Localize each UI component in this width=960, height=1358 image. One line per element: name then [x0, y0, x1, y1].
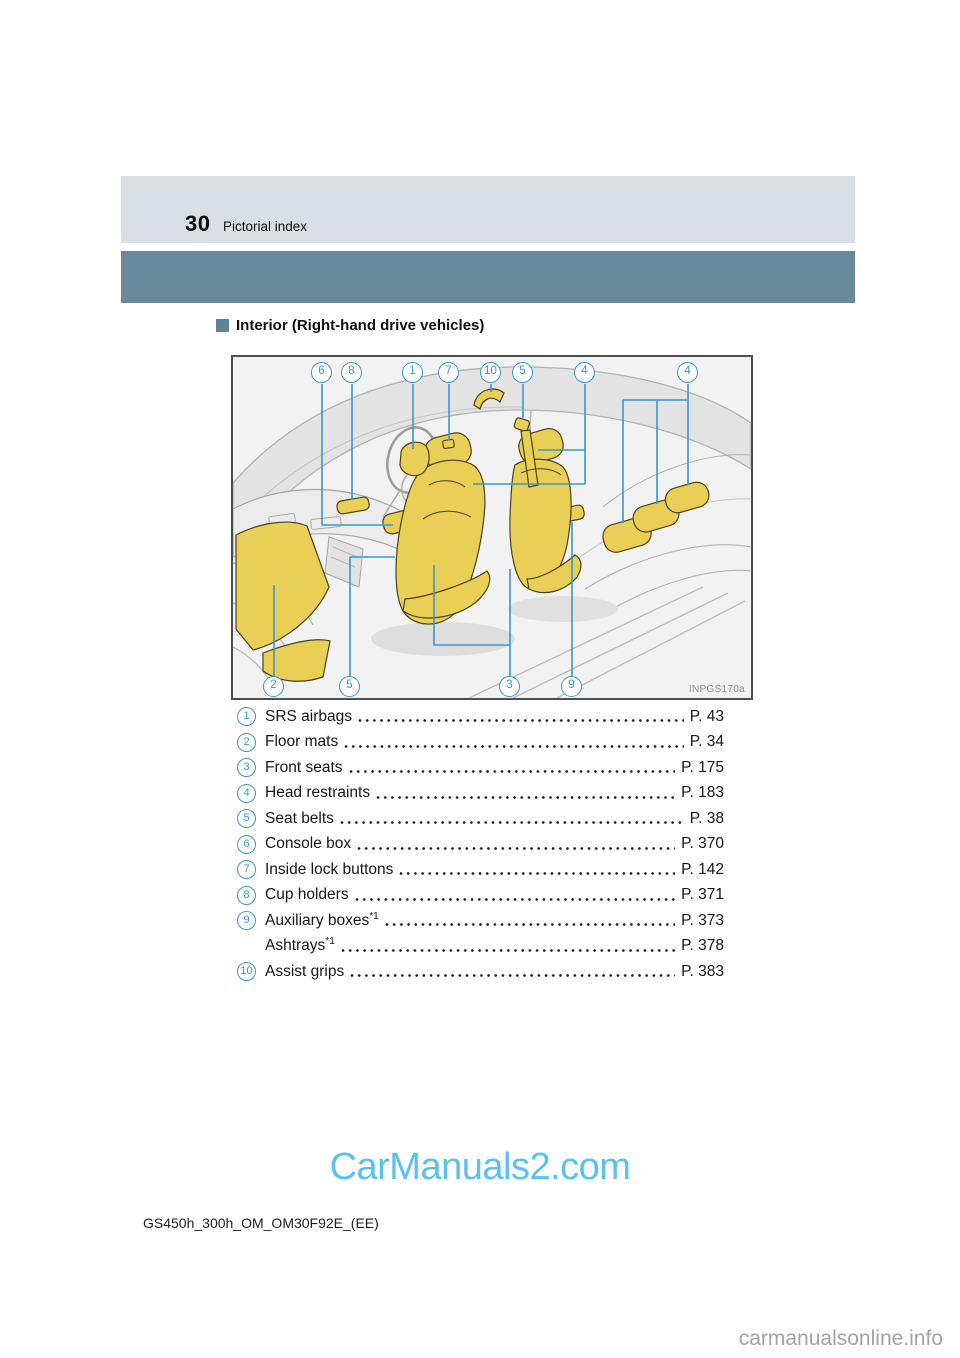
dot-leader: [350, 974, 675, 977]
dot-leader: [399, 872, 675, 875]
dot-leader: [355, 898, 676, 901]
header-title: Pictorial index: [223, 219, 308, 234]
index-row-auxiliary-boxes: [237, 908, 724, 934]
item-number-badge: 7: [237, 860, 256, 879]
item-page-ref: P. 370: [681, 835, 724, 853]
item-number-badge: 3: [237, 758, 256, 777]
header-band: [121, 176, 855, 243]
item-page-ref: P. 183: [681, 784, 724, 802]
item-number-badge: 5: [237, 809, 256, 828]
carmanuals2-watermark-link[interactable]: CarManuals2.com: [329, 1146, 631, 1188]
item-number-badge: 2: [237, 733, 256, 752]
index-row-head-restraints: [237, 781, 724, 807]
item-label: Console box: [265, 835, 352, 853]
callout-6: 6: [311, 362, 332, 383]
dot-leader: [385, 923, 675, 926]
carmanualsonline-watermark-link[interactable]: carmanualsonline.info: [738, 1327, 943, 1350]
item-page-ref: P. 371: [681, 886, 724, 904]
callout-3: 3: [499, 676, 520, 697]
callout-5-bottom: 5: [339, 676, 360, 697]
dot-leader: [349, 770, 676, 773]
item-page-ref: P. 373: [681, 911, 724, 929]
item-number-badge: 4: [237, 784, 256, 803]
item-page-ref: P. 34: [689, 733, 724, 751]
dot-leader: [340, 821, 684, 824]
callout-5-top: 5: [512, 362, 533, 383]
dot-leader: [341, 949, 675, 952]
callout-8: 8: [341, 362, 362, 383]
item-page-ref: P. 378: [681, 937, 724, 955]
item-number-badge: 6: [237, 835, 256, 854]
callout-2: 2: [263, 676, 284, 697]
page-number: 30: [185, 211, 211, 236]
item-page-ref: P. 38: [689, 809, 724, 827]
item-page-ref: P. 383: [681, 962, 724, 980]
section-title: Interior (Right-hand drive vehicles): [236, 317, 485, 334]
item-label: Ashtrays$^{*1}$: [265, 936, 335, 955]
item-number-badge: 9: [237, 911, 256, 930]
callout-1: 1: [402, 362, 423, 383]
item-number-badge: 8: [237, 886, 256, 905]
item-label: Cup holders: [265, 886, 349, 904]
figure-code: INPGS170a: [688, 684, 745, 695]
dot-leader: [376, 796, 675, 799]
section-bullet-icon: [216, 319, 229, 332]
pictorial-index-list: [237, 704, 724, 985]
callout-4-rear: 4: [677, 362, 698, 383]
item-page-ref: P. 175: [681, 758, 724, 776]
item-page-ref: P. 142: [681, 860, 724, 878]
item-number-badge: [237, 937, 256, 956]
callout-7: 7: [438, 362, 459, 383]
callout-10: 10: [480, 362, 501, 383]
callout-4-front: 4: [574, 362, 595, 383]
index-row-front-seats: [237, 755, 724, 781]
item-label: Head restraints: [265, 784, 371, 802]
index-row-assist-grips: [237, 959, 724, 985]
item-label: Seat belts: [265, 809, 334, 827]
index-row-srs-airbags: [237, 704, 724, 730]
item-label: SRS airbags: [265, 707, 353, 725]
section-heading: [216, 317, 484, 334]
interior-diagram-art: [233, 357, 751, 698]
dot-leader: [357, 847, 675, 850]
item-label: Inside lock buttons: [265, 860, 394, 878]
item-number-badge: 10: [237, 962, 256, 981]
dot-leader: [344, 745, 684, 748]
index-row-console-box: [237, 832, 724, 858]
chapter-band: [121, 251, 855, 303]
item-number-badge: 1: [237, 707, 256, 726]
callout-9: 9: [561, 676, 582, 697]
item-label: Assist grips: [265, 962, 345, 980]
document-code: GS450h_300h_OM_OM30F92E_(EE): [143, 1215, 379, 1231]
item-page-ref: P. 43: [689, 707, 724, 725]
item-label: Front seats: [265, 758, 343, 776]
interior-diagram: [231, 355, 753, 700]
item-label: Auxiliary boxes$^{*1}$: [265, 910, 379, 929]
index-row-inside-lock-buttons: [237, 857, 724, 883]
dot-leader: [358, 719, 684, 722]
index-row-cup-holders: [237, 883, 724, 909]
index-row-ashtrays: [237, 934, 724, 960]
index-row-seat-belts: [237, 806, 724, 832]
item-label: Floor mats: [265, 733, 339, 751]
index-row-floor-mats: [237, 730, 724, 756]
